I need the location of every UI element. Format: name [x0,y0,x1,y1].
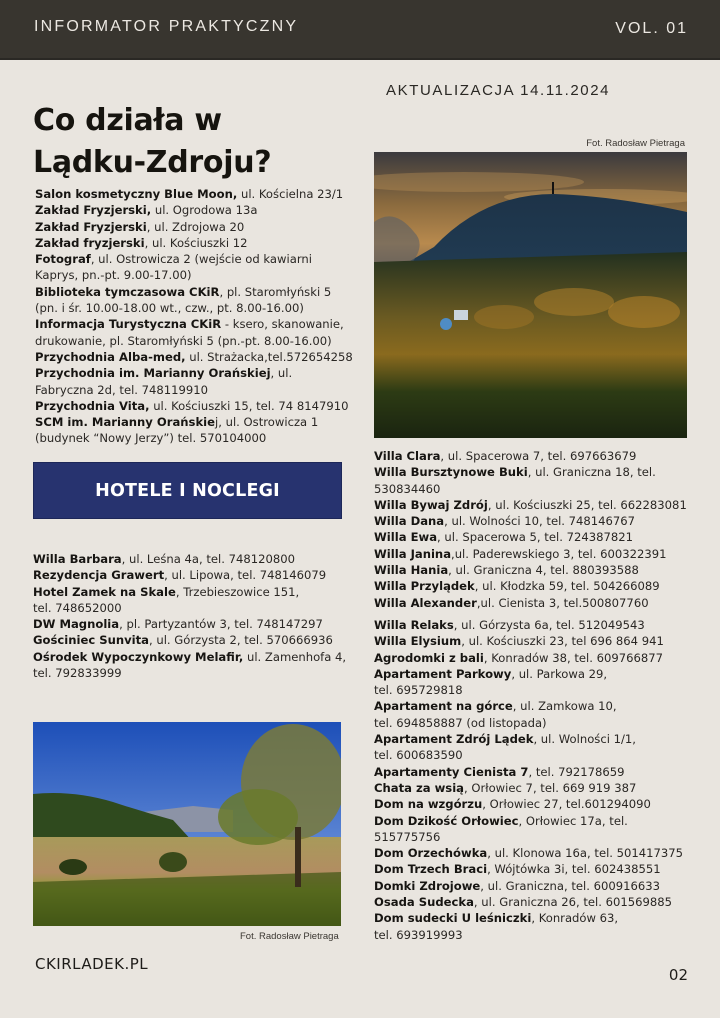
list-item-name: SCM im. Marianny Orańskie [35,415,216,430]
list-item [374,845,683,861]
list-item-name: Willa Elysium [374,634,462,649]
list-item-name: Osada Sudecka [374,895,474,910]
list-item [374,448,687,464]
list-item [374,894,683,910]
list-item [35,333,353,349]
list-item-name: Willa Bursztynowe Buki [374,465,528,480]
update-date: AKTUALIZACJA 14.11.2024 [386,82,611,99]
list-item-details: ul. Kościelna 23/1 [237,187,344,201]
list-item-name: Willa Relaks [374,618,454,632]
list-item-name: Chata za wsią [374,780,465,795]
list-item [374,780,683,796]
list-item-name: Dom Trzech Braci [374,862,488,877]
list-item-details: j, ul. Ostrowicza 1 [215,415,319,430]
list-item [374,682,683,698]
list-item-name: Przychodnia im. Marianny Orańskiej [35,366,271,381]
list-item-name: Apartamenty Cienista 7 [374,764,529,779]
list-item-name: Informacja Turystyczna CKiR [35,317,222,332]
list-item [35,300,353,316]
photo-credit-bottom: Fot. Radosław Pietraga [240,931,339,942]
list-item-details: , ul. Zdrojowa 20 [146,219,245,234]
list-item-details: , ul. Klonowa 16a, tel. 501417375 [487,846,684,861]
list-item [35,365,353,381]
top-header-bar [0,0,720,60]
list-item-name: Gościniec Sunvita [33,633,149,648]
list-item-details: drukowanie, pl. Staromłyński 5 (pn.-pt. 8.00-16.00) [35,333,332,348]
list-item-details: ul. Ogrodowa 13a [151,203,258,218]
list-item-details: 530834460 [374,481,441,496]
list-item-details: , ul. Parkowa 29, [511,666,608,681]
list-item-details: , ul. Górzysta 6a, tel. 512049543 [453,618,645,632]
list-item [35,186,353,202]
list-item-details: , pl. Partyzantów 3, tel. 748147297 [119,617,323,632]
list-item-details: - ksero, skanowanie, [221,317,344,332]
list-item-details: , ul. Lipowa, tel. 748146079 [164,568,327,583]
list-item [35,398,353,414]
list-item [35,414,353,430]
list-item-details: Fabryczna 2d, tel. 748119910 [35,382,209,397]
list-item [374,698,683,714]
list-item-details: tel. 600683590 [374,748,463,763]
list-item-details: , Orłowiec 7, tel. 669 919 387 [464,780,637,795]
list-item [374,927,683,943]
list-item-name: Willa Janina [374,546,452,561]
list-item [35,202,353,218]
page-number: 02 [668,966,688,984]
list-item-details: , Wójtówka 3i, tel. 602438551 [487,862,661,877]
list-item [35,382,353,398]
hotels-list-right-2 [374,617,683,943]
list-item-details: tel. 694858887 (od listopada) [374,715,547,730]
list-item [35,219,353,235]
list-item [374,878,683,894]
list-item-name: Villa Clara [374,449,441,463]
list-item [374,546,687,562]
list-item-details: , ul. Graniczna 4, tel. 880393588 [448,563,639,578]
list-item-details: , pl. Staromłyński 5 [219,284,332,299]
list-item-details: , Trzebieszowice 151, [175,584,300,599]
list-item-details: , ul. [270,366,293,381]
list-item-name: Apartament Parkowy [374,666,512,681]
publication-title: INFORMATOR PRAKTYCZNY [34,18,299,35]
list-item-name: Apartament na górce [374,699,513,714]
list-item-details: (budynek “Nowy Jerzy”) tel. 570104000 [35,431,267,446]
list-item [35,430,353,446]
list-item-name: Willa Bywaj Zdrój [374,497,488,512]
list-item-details: , ul. Graniczna 18, tel. [527,465,656,480]
list-item-details: ,ul. Paderewskiego 3, tel. 600322391 [451,546,667,561]
list-item [374,813,683,829]
list-item-name: Willa Przylądek [374,579,475,594]
list-item [35,251,353,267]
list-item-name: Zakład Fryzjerski, [35,203,152,218]
list-item-name: Willa Alexander [374,595,477,610]
list-item-details: tel. 695729818 [374,683,463,698]
list-item-details: ul. Kościuszki 15, tel. 74 8147910 [149,398,349,413]
list-item-details: ul. Strażacka,tel.572654258 [185,349,353,364]
list-item-details: , ul. Kłodzka 59, tel. 504266089 [474,579,660,594]
list-item-name: DW Magnolia [33,617,120,632]
list-item [374,796,683,812]
list-item [35,316,353,332]
list-item-name: Zakład Fryzjerski [35,219,147,234]
list-item [374,595,687,611]
valley-landscape-photo [33,722,341,926]
list-item [374,715,683,731]
list-item [374,910,683,926]
list-item-details: , ul. Leśna 4a, tel. 748120800 [121,552,296,566]
list-item-name: Hotel Zamek na Skale [33,584,176,599]
list-item-details: , Orłowiec 17a, tel. [518,813,628,828]
list-item-name: Willa Barbara [33,552,122,566]
list-item-details: tel. 792833999 [33,666,122,681]
list-item-details: 515775756 [374,829,441,844]
list-item-details: ,ul. Cienista 3, tel.500807760 [476,595,649,610]
list-item-name: Przychodnia Alba-med, [35,349,186,364]
list-item-name: Dom na wzgórzu [374,797,483,812]
list-item-name: Dom Dzikość Orłowiec [374,813,519,828]
list-item-details: , ul. Wolności 10, tel. 748146767 [444,514,636,529]
hotels-list-right-1 [374,448,687,611]
list-item-name: Przychodnia Vita, [35,398,150,413]
page-title [33,100,271,184]
list-item [374,633,683,649]
list-item [33,600,346,616]
list-item-name: Ośrodek Wypoczynkowy Melafir, [33,649,244,664]
list-item-name: Apartament Zdrój Lądek [374,732,534,747]
list-item-details: , ul. Graniczna, tel. 600916633 [480,878,660,893]
list-item [33,584,346,600]
hotels-list-left [33,551,346,681]
website-link[interactable]: CKIRLADEK.PL [35,955,149,973]
list-item [35,235,353,251]
list-item-details: , ul. Zamkowa 10, [512,699,617,714]
list-item-name: Fotograf [35,252,91,267]
list-item-details: , Konradów 63, [531,911,619,926]
hotels-section-banner [33,462,342,519]
list-item [33,616,346,632]
list-item-name: Biblioteka tymczasowa CKiR [35,284,220,299]
list-item-details: tel. 693919993 [374,927,463,942]
services-list [35,186,353,447]
list-item-details: , ul. Kościuszki 23, tel 696 864 941 [461,634,664,649]
list-item [374,513,687,529]
list-item [33,551,346,567]
list-item-details: , ul. Kościuszki 25, tel. 662283081 [487,497,687,512]
list-item [374,731,683,747]
list-item [374,650,683,666]
hotels-section-heading: HOTELE I NOCLEGI [95,480,280,501]
list-item [374,747,683,763]
mountain-landscape-photo [374,152,687,438]
list-item [374,578,687,594]
list-item-details: , Konradów 38, tel. 609766877 [483,650,663,665]
list-item-details: (pn. i śr. 10.00-18.00 wt., czw., pt. 8.00-16.00) [35,301,304,316]
list-item-name: Dom Orzechówka [374,846,488,861]
list-item [374,829,683,845]
list-item-name: Salon kosmetyczny Blue Moon, [35,187,238,201]
list-item-name: Rezydencja Grawert [33,568,165,583]
list-item-details: ul. Zamenhofa 4, [243,649,347,664]
list-item [33,665,346,681]
list-item-name: Zakład fryzjerski [35,235,145,250]
list-item [35,267,353,283]
list-item-details: , Orłowiec 27, tel.601294090 [482,797,651,812]
list-item [374,562,687,578]
list-item [374,764,683,780]
list-item-details: Kaprys, pn.-pt. 9.00-17.00) [35,268,192,283]
list-item [35,349,353,365]
list-item-details: , ul. Wolności 1/1, [533,732,636,747]
list-item-name: Willa Dana [374,514,445,529]
list-item-details: , ul. Spacerowa 5, tel. 724387821 [437,530,633,545]
volume-label: VOL. 01 [615,20,688,37]
list-item-name: Domki Zdrojowe [374,878,481,893]
list-item [33,649,346,665]
list-item [35,284,353,300]
list-item-details: , tel. 792178659 [528,764,625,779]
list-item [374,861,683,877]
list-item [374,529,687,545]
list-item [374,617,683,633]
photo-credit-top: Fot. Radosław Pietraga [586,138,685,149]
list-item-name: Willa Hania [374,563,449,578]
list-item-details: , ul. Górzysta 2, tel. 570666936 [148,633,333,648]
list-item-name: Willa Ewa [374,530,438,545]
list-item [374,497,687,513]
list-item-details: , ul. Graniczna 26, tel. 601569885 [473,895,673,910]
list-item-details: tel. 748652000 [33,600,122,615]
list-item [374,666,683,682]
list-item-details: , ul. Ostrowicza 2 (wejście od kawiarni [90,252,312,267]
list-item-details: , ul. Kościuszki 12 [144,235,248,250]
list-item-name: Dom sudecki U leśniczki [374,911,532,926]
list-item [33,632,346,648]
list-item [374,464,687,480]
list-item-name: Agrodomki z bali [374,650,484,665]
list-item [33,567,346,583]
list-item [374,481,687,497]
page-title-line-1: Co działa w [33,103,222,138]
page-title-line-2: Lądku-Zdroju? [33,145,272,180]
list-item-details: , ul. Spacerowa 7, tel. 697663679 [440,449,637,463]
